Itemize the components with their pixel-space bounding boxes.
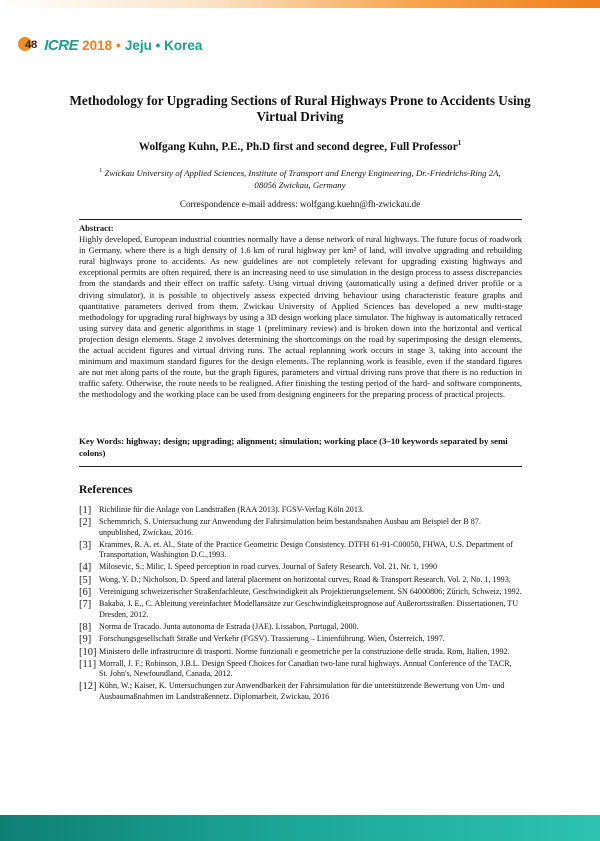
conference-year: 2018 [82,37,113,53]
reference-number: [7] [79,599,92,611]
correspondence-email: Correspondence e-mail address: wolfgang.kuehn@fh-zwickau.de [179,199,421,209]
reference-item [79,634,522,645]
keywords: Key Words: highway; design; upgrading; alignment; simulation; working place (3–10 keywords separated by semi colons) [79,436,508,458]
reference-number: [5] [79,574,92,586]
reference-text: Richtlinie für die Anlage von Landstraßen (RAA 2013). FGSV-Verlag Köln 2013. [99,505,364,514]
reference-item [79,599,522,620]
affiliation-text: Zwickau University of Applied Sciences, Institute of Transport and Energy Engineering, Dr.-Friedrichs-Ring 2A, 08056 Zwickau, Germany [104,167,501,190]
reference-text: Milosevic, S.; Milic, I. Speed perception in road curves. Journal of Safety Research. Vol. 21, Nr. 1, 1990 [99,562,437,572]
affiliation-marker: 1 [99,168,103,174]
reference-text: Morrall, J. F.; Robinson, J.B.L. Design Speed Choices for Canadian two-lane rural highways. Annual Conference of the TACR, St. John's, Newfoundland, Canada, 2012. [99,658,512,679]
paper-author [60,139,540,153]
reference-item [79,681,522,702]
page-number: 48 [25,39,38,51]
paper-title: Methodology for Upgrading Sections of Rural Highways Prone to Accidents Using Virtual Driving [69,93,531,124]
reference-number: [8] [79,621,92,633]
reference-item [79,659,522,680]
bottom-decorative-band [0,815,600,841]
reference-number: [10] [79,646,97,658]
reference-text: Forschungsgesellschaft Straße und Verkehr (FGSV). Trassierung – Linienführung. Wien, Österreich, 1997. [99,634,445,644]
reference-number: [9] [79,634,92,646]
top-decorative-band [0,0,600,8]
reference-item [79,575,522,586]
reference-number: [1] [79,505,92,516]
reference-number: [11] [79,658,97,670]
reference-item [79,540,522,561]
reference-item [79,587,522,598]
reference-text: Bakaba, J. E., C. Ableitung vereinfachter Modellansätze zur Geschwindigkeitsprognose auf Außerortsstraßen. Dissertationen, TU Dresden, 2012. [99,599,519,619]
author-affiliation [90,165,510,191]
reference-item [79,505,522,516]
reference-number: [6] [79,586,92,598]
author-name: Wolfgang Kuhn, P.E., Ph.D first and second degree, Full Professor [138,140,458,153]
reference-text: Schemmrich, S. Untersuchung zur Anwendung der Fahrsimulation beim bestandsnahen Ausbau am Beispiel der B 87. unpublished, Zwickau, 2016. [99,517,481,537]
reference-text: Wong, Y. D.; Nicholson, D. Speed and lateral placement on horizontal curves, Road & Transport Research. Vol. 2, No. 1, 1993. [99,574,511,584]
references-list [79,505,522,704]
reference-item [79,647,522,658]
abstract-bottom-rule [79,466,522,467]
page-header [18,34,202,56]
reference-text: Krammes, R. A. et. Al., State of the Practice Geometric Design Consistency. DTFH 61-91-C00050, FHWA, U.S. Department of Transportation, Washington D.C.,1993. [99,539,513,560]
conference-logo: ICRE [44,36,79,54]
abstract-heading: Abstract: [79,223,114,233]
reference-number: [2] [79,517,92,529]
reference-item [79,622,522,633]
header-separator: • [116,37,121,53]
reference-text: Ministero delle infrastructure di trasporti. Norme funzionali e geometriche per la construzione delle strada. Rom, Italien, 1992. [99,646,510,656]
reference-number: [3] [79,539,92,551]
references-heading: References [79,484,133,496]
reference-text: Vereinigung schweizerischer Straßenfachleute, Geschwindigkeit als Projektierungselement. SN 64000806; Zürich, Schweiz, 1992. [99,586,522,596]
reference-item [79,517,522,538]
reference-text: Norma de Tracado. Junta autonoma de Estrada (JAE). Lissabon, Portugal, 2000. [99,621,359,631]
reference-item [79,562,522,573]
reference-number: [4] [79,562,92,574]
author-affiliation-marker: 1 [457,139,462,147]
reference-number: [12] [79,681,97,693]
abstract-body: Highly developed, European industrial countries normally have a dense network of rural highways. The future focus of roadwork in Germany, where there is a high density of 1.6 km of rural highway per km² of land, will involve upgrading and rebuilding rural highways prone to accidents. As new guidelines are not completely relevant for upgrading existing highways and exceptional permits are often required, there is an increasing need to use simulation in the design process to assess discrepancies from the standards and their effect on traffic safety. Using virtual driving (automatically using a defined driver profile or a driving simulator), it is possible to objectively assess expected driving behaviour using characteristic feature graphs and quantitative parameters derived from them. Zwickau University of Applied Sciences has developed a new multi-stage methodology for upgrading rural highways by using a 3D design working place simulator. The highway is automatically retraced using survey data and genetic algorithms in stage 1 (preliminary review) and is broken down into the horizontal and vertical projection design elements. Stage 2 involves determining the shortcomings on the road by superimposing the design elements, the actual accident figures and virtual driving runs. The actual replanning work occurs in stage 3, taking into account the minimum and maximum standard figures for the design elements. The replanning work is feasible, even if the standard figures are not met along parts of the route, but the graph figures, parameters and virtual driving runs prove that there is no reduction in traffic safety. Otherwise, the route needs to be realigned. After finishing the testing period of the hard- and software components, the methodology and the working place can be used from designing engineers for the preparing process of practical projects. [79,234,522,400]
abstract-top-rule [79,219,522,220]
reference-text: Kühn, W.; Kaiser, K. Untersuchungen zur Anwendbarkeit der Fahrsimulation für die unterstützende Bewertung von Um- und Ausbaumaßnahmen im Landstraßennetz. Diplomarbeit, Zwickau, 2016 [99,681,505,701]
abstract-section [79,223,522,401]
conference-location: Jeju • Korea [124,37,203,53]
